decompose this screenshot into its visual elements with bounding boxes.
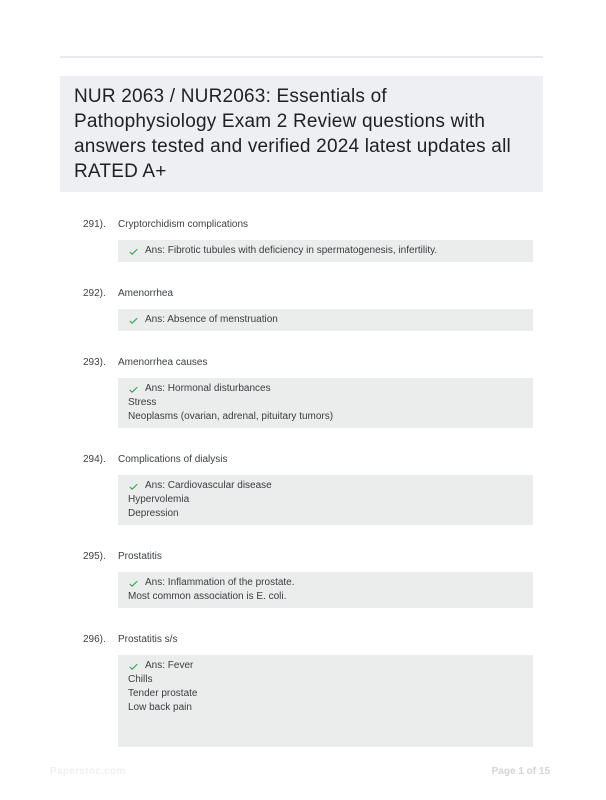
question-row — [83, 633, 606, 646]
page-footer — [0, 764, 606, 784]
question-row — [83, 218, 606, 231]
answer-box — [118, 240, 533, 262]
answer-box-spacer — [128, 715, 523, 743]
answer-line — [128, 576, 523, 590]
question-list — [0, 218, 606, 747]
answer-line: Stress — [128, 397, 157, 408]
answer-line: Most common association is E. coli. — [128, 591, 287, 602]
page-content — [0, 76, 606, 772]
answer-line — [128, 659, 523, 673]
watermark-text: Paperstoc.com — [50, 766, 126, 777]
question-text: Cryptorchidism complications — [118, 219, 249, 230]
answer-text: Ans: Absence of menstruation — [145, 314, 278, 325]
answer-box — [118, 378, 533, 428]
answer-line — [128, 313, 523, 327]
check-icon — [128, 481, 139, 492]
answer-box — [118, 475, 533, 525]
answer-text: Ans: Inflammation of the prostate. — [145, 577, 295, 588]
question-block — [0, 356, 606, 428]
answer-box — [118, 309, 533, 331]
title-box — [60, 76, 543, 192]
question-number: 295). — [83, 551, 106, 562]
check-icon — [128, 661, 139, 672]
question-number: 293). — [83, 357, 106, 368]
answer-line — [128, 479, 523, 493]
answer-line: Depression — [128, 508, 179, 519]
question-text: Prostatitis s/s — [118, 634, 178, 645]
question-block — [0, 453, 606, 525]
answer-box — [118, 572, 533, 608]
question-row — [83, 453, 606, 466]
check-icon — [128, 384, 139, 395]
answer-text: Ans: Fibrotic tubules with deficiency in spermatogenesis, infertility. — [145, 245, 438, 256]
question-number: 292). — [83, 288, 106, 299]
question-number: 296). — [83, 634, 106, 645]
question-row — [83, 287, 606, 300]
answer-line: Hypervolemia — [128, 494, 190, 505]
page-title: NUR 2063 / NUR2063: Essentials of Pathophysiology Exam 2 Review questions with answers tested and verified 2024 latest updates all RATED A+ — [74, 86, 511, 182]
answer-text: Ans: Cardiovascular disease — [145, 480, 272, 491]
check-icon — [128, 246, 139, 257]
answer-line: Neoplasms (ovarian, adrenal, pituitary tumors) — [128, 411, 334, 422]
answer-line: Low back pain — [128, 702, 192, 713]
question-block — [0, 633, 606, 747]
answer-text: Ans: Fever — [145, 660, 194, 671]
question-block — [0, 287, 606, 331]
answer-line — [128, 382, 523, 396]
answer-line: Tender prostate — [128, 688, 198, 699]
question-text: Amenorrhea causes — [118, 357, 208, 368]
question-text: Amenorrhea — [118, 288, 174, 299]
page-number: Page 1 of 15 — [491, 766, 550, 777]
question-number: 291). — [83, 219, 106, 230]
header-divider — [60, 56, 543, 58]
answer-box — [118, 655, 533, 747]
question-row — [83, 550, 606, 563]
answer-line — [128, 244, 523, 258]
question-row — [83, 356, 606, 369]
question-block — [0, 550, 606, 608]
question-text: Prostatitis — [118, 551, 162, 562]
answer-line: Chills — [128, 674, 153, 685]
check-icon — [128, 315, 139, 326]
question-number: 294). — [83, 454, 106, 465]
question-text: Complications of dialysis — [118, 454, 228, 465]
answer-text: Ans: Hormonal disturbances — [145, 383, 271, 394]
question-block — [0, 218, 606, 262]
check-icon — [128, 578, 139, 589]
